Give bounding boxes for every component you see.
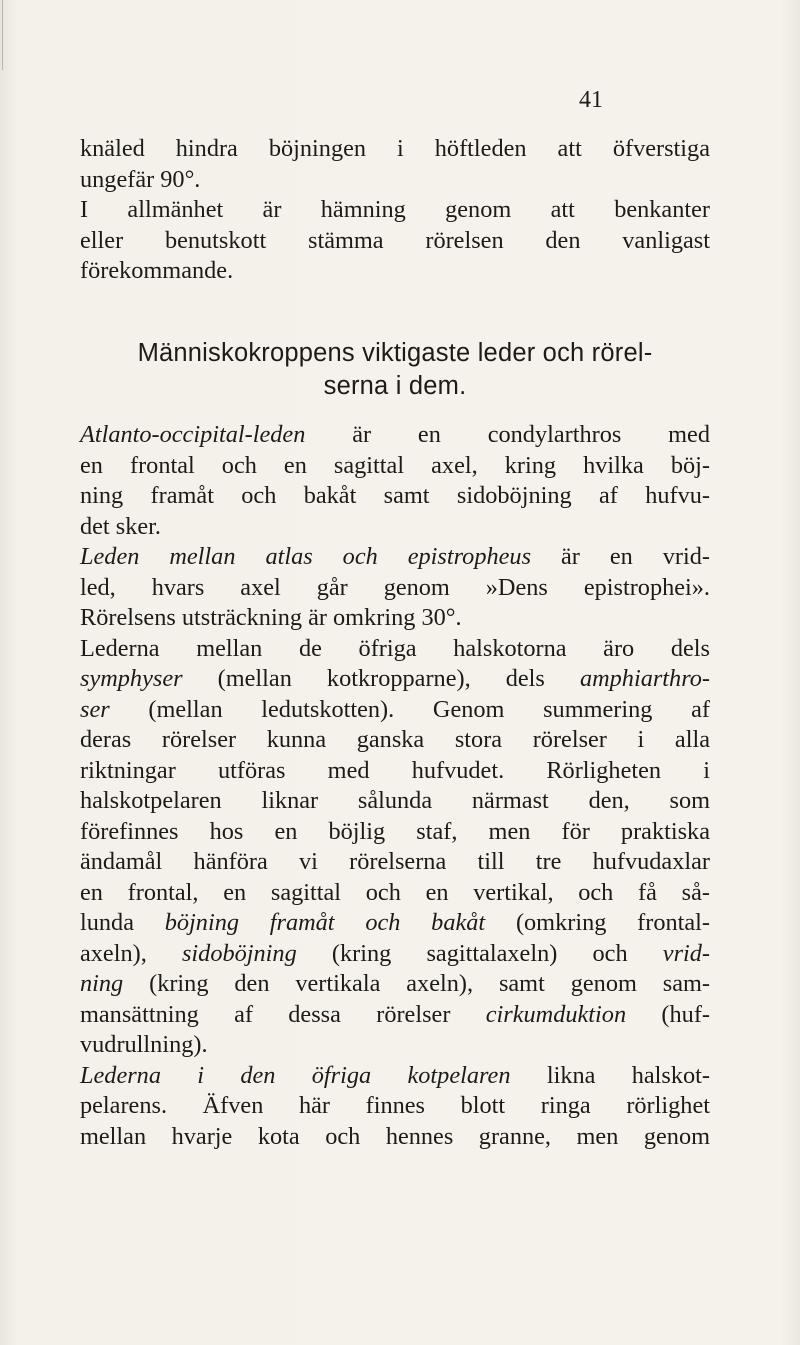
italic-term: symphyser [80, 665, 183, 692]
page-number: 41 [579, 87, 603, 113]
text-line: pelarens. Äfven här finnes blott ringa rörlighet [80, 1092, 710, 1119]
text-span: (omkring frontal- [485, 909, 710, 936]
text-line: I allmänhet är hämning genom att benkanter [80, 196, 710, 223]
heading-line: Människokroppens viktigaste leder och rörel- [137, 339, 653, 367]
text-line: ning framåt och bakåt samt sidoböjning af hufvu- [80, 482, 710, 509]
text-line: ungefär 90°. [80, 165, 201, 193]
text-span: är en condylarthros med [305, 421, 710, 448]
text-line: vudrullning). [80, 1031, 208, 1058]
text-line: riktningar utföras med hufvudet. Rörligheten i [80, 756, 710, 784]
text-line [80, 939, 710, 970]
text-line [80, 695, 710, 726]
italic-term: cirkumduktion [485, 1000, 627, 1028]
text-span: (huf- [626, 1000, 710, 1028]
section-heading [80, 337, 710, 403]
text-line [80, 1000, 710, 1031]
text-line [80, 1061, 710, 1092]
text-line: förekommande. [80, 257, 234, 284]
body-text [80, 420, 710, 1152]
text-line: halskotpelaren liknar sålunda närmast den, som [80, 787, 710, 814]
text-line: knäled hindra böjningen i höftleden att öfverstiga [80, 135, 710, 162]
text-line [80, 420, 710, 451]
heading-line: serna i dem. [323, 372, 467, 400]
page-edge-line [2, 0, 3, 70]
text-line: förefinnes hos en böjlig staf, men för praktiska [80, 817, 710, 845]
italic-term: Atlanto-occipital-leden [80, 421, 306, 448]
text-span: mansättning af dessa rörelser [80, 1000, 486, 1028]
text-line: en frontal och en sagittal axel, kring hvilka böj- [80, 451, 710, 479]
text-span: lunda [80, 909, 165, 936]
text-line: ändamål hänföra vi rörelserna till tre hufvudaxlar [80, 848, 710, 875]
text-line [80, 542, 710, 573]
italic-term: Leden mellan atlas och epistropheus [80, 543, 532, 570]
italic-term: ning [80, 970, 124, 997]
text-span: (mellan ledutskotten). Genom summering af [109, 695, 710, 723]
text-line: en frontal, en sagittal och en vertikal, och få så- [80, 878, 710, 906]
text-span: (kring den vertikala axeln), samt genom sam- [123, 970, 710, 997]
italic-term: sidoböjning [181, 939, 297, 967]
text-line: det sker. [80, 512, 161, 540]
text-line: led, hvars axel går genom »Dens epistrophei». [80, 573, 710, 601]
text-span: axeln), [80, 939, 182, 967]
italic-term: böjning framåt och bakåt [164, 909, 486, 936]
text-span: likna halskot- [510, 1061, 710, 1089]
text-line [80, 908, 710, 939]
italic-term: Lederna i den öfriga kotpelaren [80, 1061, 511, 1089]
text-line: Lederna mellan de öfriga halskotorna äro dels [80, 634, 710, 662]
italic-term: amphiarthro- [579, 665, 710, 692]
text-line: deras rörelser kunna ganska stora rörelser i alla [80, 726, 710, 753]
text-line: Rörelsens utsträckning är omkring 30°. [80, 604, 462, 631]
text-line: mellan hvarje kota och hennes granne, men genom [80, 1122, 710, 1150]
text-line: eller benutskott stämma rörelsen den vanligast [80, 226, 710, 254]
italic-term: ser [80, 695, 110, 723]
italic-term: vrid- [662, 939, 711, 967]
text-span: är en vrid- [531, 543, 710, 570]
text-span: (kring sagittalaxeln) och [296, 939, 663, 967]
text-line [80, 664, 710, 695]
intro-paragraph [80, 134, 710, 287]
text-line [80, 969, 710, 1000]
text-span: (mellan kotkropparne), dels [182, 665, 580, 692]
